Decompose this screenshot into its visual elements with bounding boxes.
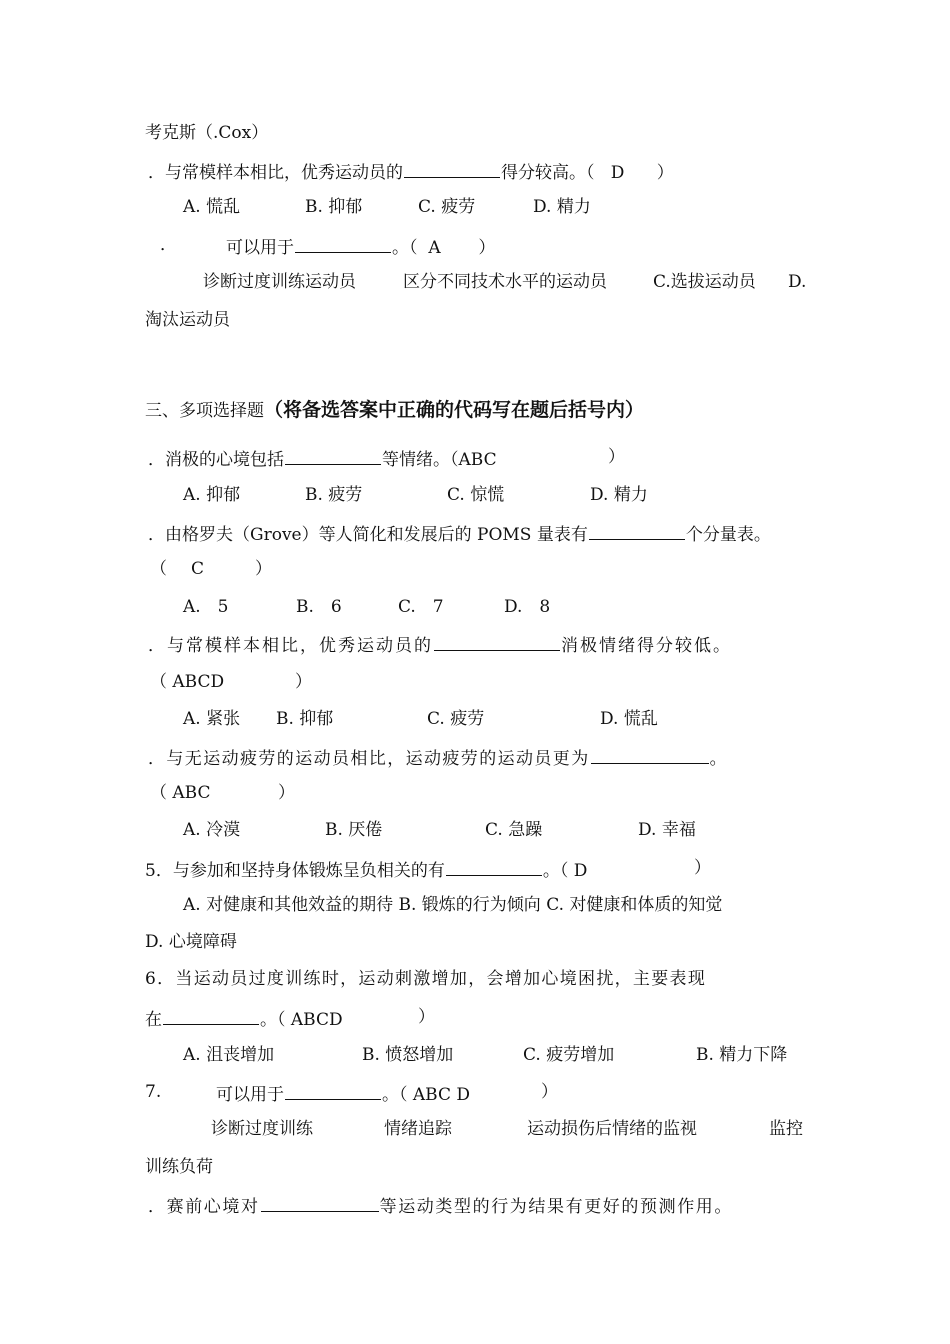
- option: B. 抑郁: [305, 197, 363, 217]
- question-text: 。（ ABCD: [260, 1010, 343, 1030]
- option: A. 沮丧增加: [183, 1045, 275, 1065]
- option: B. 愤怒增加: [362, 1045, 454, 1065]
- answer-blank: [434, 632, 560, 651]
- answer-blank: [163, 1006, 259, 1025]
- answer-blank: [285, 446, 381, 465]
- question-text: 。（ ABC D: [382, 1085, 471, 1105]
- question-text: ．与常模样本相比，优秀运动员的: [148, 163, 403, 183]
- answer-blank: [589, 521, 685, 540]
- question-m1: [148, 446, 497, 471]
- question-number: 7.: [145, 1082, 162, 1102]
- option: B. 疲劳: [305, 485, 363, 505]
- option: A. 5: [183, 597, 229, 617]
- question-text: 等运动类型的行为结果有更好的预测作用。: [379, 1197, 734, 1217]
- question-2-text: [226, 234, 495, 259]
- question-text: 在: [145, 1010, 162, 1030]
- option: C. 7: [398, 597, 444, 617]
- answer: （ ABC: [150, 783, 211, 803]
- question-text: ．由格罗夫（Grove）等人简化和发展后的 POMS 量表有: [148, 525, 588, 545]
- paren: ）: [608, 447, 625, 467]
- question-text: 可以用于: [216, 1085, 284, 1105]
- option: 情绪追踪: [384, 1119, 452, 1139]
- question-m5: [145, 857, 587, 882]
- paren: （: [150, 559, 167, 579]
- answer-blank: [591, 745, 709, 764]
- question-text: 5．与参加和坚持身体锻炼呈负相关的有: [145, 861, 445, 881]
- answer: A: [428, 238, 441, 258]
- paren: ）: [694, 858, 711, 878]
- paren: ）: [418, 1007, 435, 1027]
- question-m8: [148, 1193, 733, 1218]
- option: 淘汰运动员: [145, 310, 230, 330]
- option: C. 急躁: [485, 820, 543, 840]
- option: D. 心境障碍: [145, 932, 237, 952]
- option: 监控: [769, 1119, 803, 1139]
- answer: （ ABCD: [150, 672, 225, 692]
- answer: C: [191, 559, 205, 579]
- question-text: ．与常模样本相比，优秀运动员的: [148, 636, 433, 656]
- question-text: 个分量表。: [685, 525, 771, 545]
- question-text: ．与无运动疲劳的运动员相比，运动疲劳的运动员更为: [148, 749, 590, 769]
- section-heading: 三、多项选择题: [145, 401, 264, 421]
- question-m7: [216, 1081, 470, 1106]
- option: D. 慌乱: [600, 709, 658, 729]
- paren: ）: [295, 672, 312, 692]
- question-text: 可以用于: [226, 238, 294, 258]
- option: B. 精力下降: [696, 1045, 788, 1065]
- question-text: 。: [709, 749, 729, 769]
- paren: ）: [255, 559, 272, 579]
- option: D. 精力: [533, 197, 591, 217]
- question-m6-cont: [145, 1006, 343, 1031]
- option: C. 惊慌: [447, 485, 505, 505]
- option: A. 对健康和其他效益的期待 B. 锻炼的行为倾向 C. 对健康和体质的知觉: [183, 895, 723, 915]
- answer-blank: [261, 1193, 379, 1212]
- paren: ）: [478, 238, 496, 258]
- option: D.: [788, 272, 807, 292]
- option: B. 6: [296, 597, 342, 617]
- answer-blank: [446, 857, 542, 876]
- answer-blank: [295, 234, 391, 253]
- answer-blank: [285, 1081, 381, 1100]
- question-m4: [148, 745, 728, 770]
- question-text: 等情绪。（ABC: [382, 450, 497, 470]
- option: C.选拔运动员: [653, 272, 756, 292]
- paren: ）: [656, 163, 674, 183]
- question-1: [148, 159, 674, 184]
- question-2: [160, 234, 177, 256]
- paren: ）: [541, 1082, 558, 1102]
- answer: D: [610, 163, 625, 183]
- option: B. 厌倦: [325, 820, 383, 840]
- question-m6: 6．当运动员过度训练时，运动刺激增加，会增加心境困扰，主要表现: [145, 969, 707, 989]
- option: C. 疲劳: [427, 709, 485, 729]
- option: 诊断过度训练运动员: [203, 272, 356, 292]
- question-text: 。（ D: [542, 861, 588, 881]
- option: D. 精力: [590, 485, 648, 505]
- option: A. 冷漠: [183, 820, 241, 840]
- option: C. 疲劳增加: [523, 1045, 615, 1065]
- question-text: 。（: [392, 238, 418, 258]
- option: 运动损伤后情绪的监视: [527, 1119, 697, 1139]
- option: B. 抑郁: [276, 709, 334, 729]
- option: 区分不同技术水平的运动员: [403, 272, 607, 292]
- text-line: 考克斯（.Cox）: [145, 123, 269, 143]
- option: D. 幸福: [638, 820, 696, 840]
- paren: ）: [278, 783, 295, 803]
- option: A. 紧张: [183, 709, 241, 729]
- section-title: [145, 399, 644, 422]
- option: 训练负荷: [145, 1157, 213, 1177]
- question-text: ．消极的心境包括: [148, 450, 284, 470]
- option: D. 8: [504, 597, 551, 617]
- option: C. 疲劳: [418, 197, 476, 217]
- option: A. 抑郁: [183, 485, 241, 505]
- question-m2: [148, 521, 771, 546]
- question-dot: ．: [160, 235, 177, 255]
- question-text: 消极情绪得分较低。: [561, 636, 732, 656]
- question-text: 得分较高。（: [501, 163, 595, 183]
- section-instruction: （将备选答案中正确的代码写在题后括号内）: [264, 399, 645, 421]
- option: 诊断过度训练: [211, 1119, 313, 1139]
- answer-blank: [404, 159, 500, 178]
- question-m3: [148, 632, 732, 657]
- question-text: ．赛前心境对: [148, 1197, 260, 1217]
- option: A. 慌乱: [183, 197, 241, 217]
